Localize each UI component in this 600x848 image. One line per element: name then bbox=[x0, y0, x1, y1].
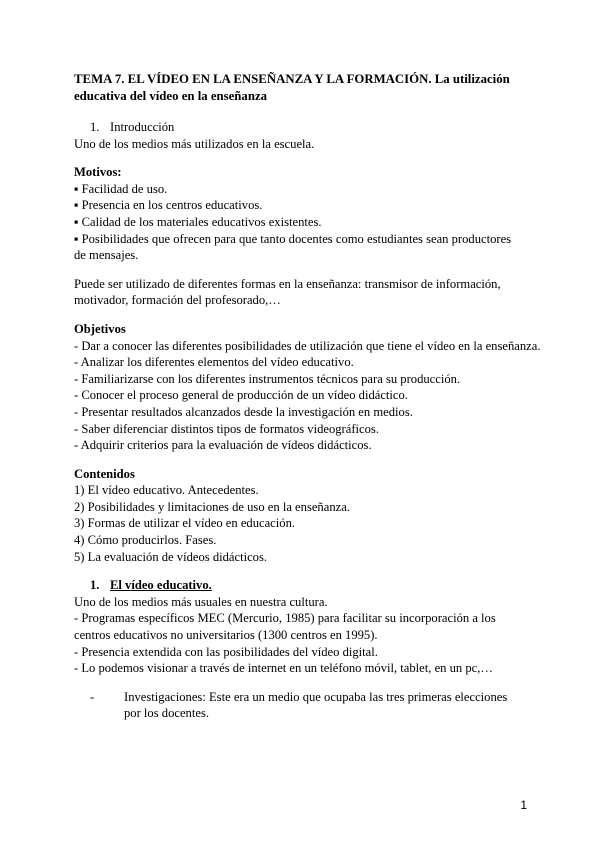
contenidos-item: 1) El vídeo educativo. Antecedentes. bbox=[74, 483, 259, 498]
section-1-heading bbox=[90, 577, 526, 594]
motivos-item: ▪ Presencia en los centros educativos. bbox=[74, 198, 263, 213]
contenidos-item: 2) Posibilidades y limitaciones de uso en la enseñanza. bbox=[74, 499, 350, 514]
dash-marker: - bbox=[90, 689, 95, 704]
contenidos-item: 5) La evaluación de vídeos didácticos. bbox=[74, 549, 268, 564]
contenidos-item: 3) Formas de utilizar el vídeo en educación. bbox=[74, 516, 296, 531]
section-1-number: 1. bbox=[90, 578, 100, 593]
objetivos-heading: Objetivos bbox=[74, 321, 126, 336]
section-1-line: - Programas específicos MEC (Mercurio, 1985) para facilitar su incorporación a los centros educativos no universitarios (1300 centros en 1995). bbox=[74, 611, 496, 643]
section-1-heading-text: El vídeo educativo. bbox=[110, 578, 212, 593]
objetivos-item: - Familiarizarse con los diferentes instrumentos técnicos para su producción. bbox=[74, 371, 461, 386]
motivos-item: ▪ Calidad de los materiales educativos existentes. bbox=[74, 214, 322, 229]
objetivos-item: - Presentar resultados alcanzados desde la investigación en medios. bbox=[74, 404, 413, 419]
motivos-heading: Motivos: bbox=[74, 165, 122, 180]
contenidos-item: 4) Cómo producirlos. Fases. bbox=[74, 533, 217, 548]
document-title: TEMA 7. EL VÍDEO EN LA ENSEÑANZA Y LA FORMACIÓN. La utilización educativa del vídeo en la enseñanza bbox=[74, 72, 510, 103]
section-1-line: - Presencia extendida con las posibilidades del vídeo digital. bbox=[74, 644, 378, 659]
motivos-item: ▪ Facilidad de uso. bbox=[74, 181, 168, 196]
objetivos-item: - Adquirir criterios para la evaluación de vídeos didácticos. bbox=[74, 438, 372, 453]
intro-heading-text: Introducción bbox=[110, 120, 175, 134]
section-1-line: - Lo podemos visionar a través de internet en un teléfono móvil, tablet, en un pc,… bbox=[74, 661, 493, 676]
intro-number: 1. bbox=[90, 120, 100, 134]
intro-heading bbox=[90, 119, 526, 136]
objetivos-item: - Conocer el proceso general de producción de un vídeo didáctico. bbox=[74, 388, 408, 403]
objetivos-item: - Saber diferenciar distintos tipos de formatos videográficos. bbox=[74, 421, 379, 436]
objetivos-item: - Analizar los diferentes elementos del vídeo educativo. bbox=[74, 355, 354, 370]
motivos-item: ▪ Posibilidades que ofrecen para que tanto docentes como estudiantes sean productores de mensajes. bbox=[74, 231, 512, 263]
investigaciones-item bbox=[90, 689, 526, 722]
usage-paragraph: Puede ser utilizado de diferentes formas en la enseñanza: transmisor de información, motivador, formación del profesorado,… bbox=[74, 276, 501, 308]
page-number: 1 bbox=[520, 798, 527, 812]
contenidos-heading: Contenidos bbox=[74, 466, 135, 481]
objetivos-item: - Dar a conocer las diferentes posibilidades de utilización que tiene el vídeo en la enseñanza. bbox=[74, 338, 541, 353]
page-content bbox=[74, 71, 541, 722]
intro-text: Uno de los medios más utilizados en la escuela. bbox=[74, 136, 315, 151]
section-1-line: Uno de los medios más usuales en nuestra cultura. bbox=[74, 594, 328, 609]
investigaciones-text: Investigaciones: Este era un medio que ocupaba las tres primeras elecciones por los docentes. bbox=[124, 689, 508, 721]
